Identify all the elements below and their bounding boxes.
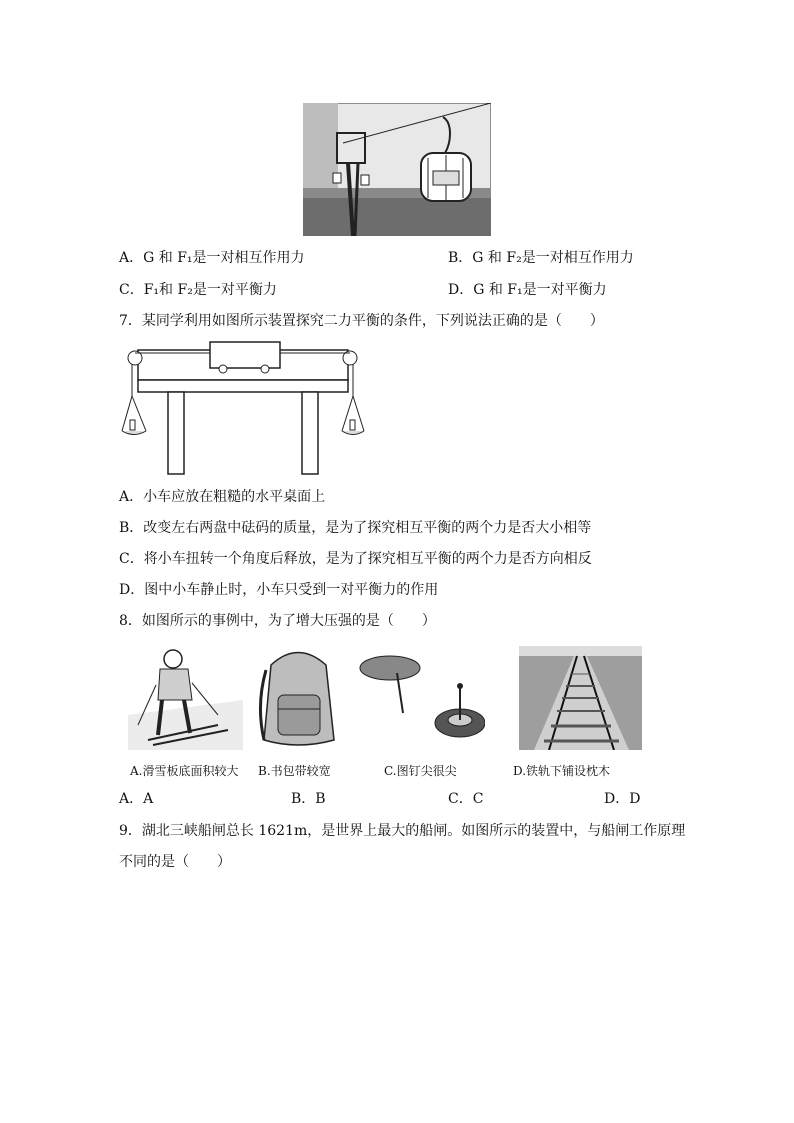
q6-option-a: A．G 和 F₁是一对相互作用力 <box>119 250 305 266</box>
q8-option-c: C．C <box>448 791 484 807</box>
q7-option-a: A．小车应放在粗糙的水平桌面上 <box>119 489 326 505</box>
q8-option-b: B．B <box>291 791 326 807</box>
thumbtack-figure <box>355 648 485 748</box>
q8-caption-a: A.滑雪板底面积较大 <box>130 764 239 778</box>
q9-stem-line2: 不同的是（ ） <box>119 854 231 870</box>
q7-stem: 7．某同学利用如图所示装置探究二力平衡的条件，下列说法正确的是（ ） <box>119 313 604 329</box>
skier-figure <box>128 645 243 750</box>
cable-car-figure <box>303 103 491 236</box>
backpack-figure <box>256 645 341 750</box>
q6-option-b: B．G 和 F₂是一对相互作用力 <box>448 250 634 266</box>
q6-option-c: C．F₁和 F₂是一对平衡力 <box>119 282 277 298</box>
q8-option-d: D．D <box>604 791 641 807</box>
railway-track-figure <box>519 646 642 750</box>
q6-option-d: D．G 和 F₁是一对平衡力 <box>448 282 607 298</box>
q7-option-b: B．改变左右两盘中砝码的质量，是为了探究相互平衡的两个力是否大小相等 <box>119 520 592 536</box>
q8-stem: 8．如图所示的事例中，为了增大压强的是（ ） <box>119 613 436 629</box>
q9-stem-line1: 9．湖北三峡船闸总长 1621m，是世界上最大的船闸。如图所示的装置中，与船闸工作原理 <box>119 823 686 839</box>
q7-option-c: C．将小车扭转一个角度后释放，是为了探究相互平衡的两个力是否方向相反 <box>119 551 592 567</box>
q7-option-d: D．图中小车静止时，小车只受到一对平衡力的作用 <box>119 582 439 598</box>
q8-option-a: A．A <box>119 791 154 807</box>
balance-apparatus-figure <box>120 336 365 476</box>
q8-caption-b: B.书包带较宽 <box>258 764 331 778</box>
q8-caption-d: D.铁轨下铺设枕木 <box>513 764 611 778</box>
q8-caption-c: C.图钉尖很尖 <box>384 764 457 778</box>
